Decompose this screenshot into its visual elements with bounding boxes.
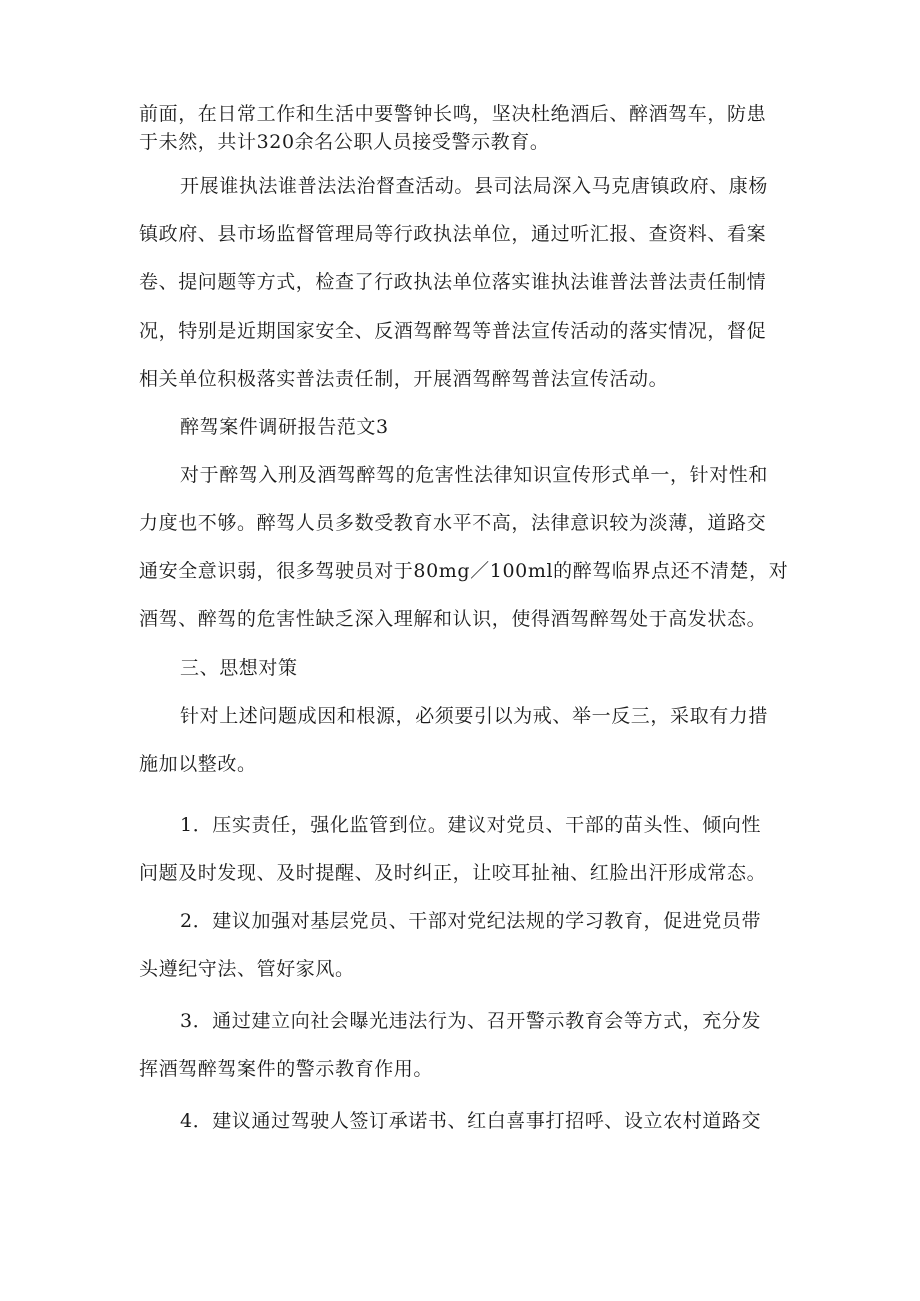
- text-line: 酒驾、醉驾的危害性缺乏深入理解和认识，使得酒驾醉驾处于高发状态。: [139, 608, 767, 630]
- text-line: 卷、提问题等方式，检查了行政执法单位落实谁执法谁普法普法责任制情: [139, 271, 767, 293]
- text-line: 通安全意识弱，很多驾驶员对于80mg／100ml的醉驾临界点还不清楚，对: [139, 560, 789, 582]
- list-item-text: 问题及时发现、及时提醒、及时纠正，让咬耳扯袖、红脸出汗形成常态。: [139, 862, 767, 884]
- list-item-text: 头遵纪守法、管好家风。: [139, 958, 355, 980]
- section-heading: 三、思想对策: [180, 657, 298, 679]
- list-item-text: 3．通过建立向社会曝光违法行为、召开警示教育会等方式，充分发: [180, 1010, 762, 1032]
- text-line: 开展谁执法谁普法法治督查活动。县司法局深入马克唐镇政府、康杨: [180, 175, 769, 197]
- text-line: 前面，在日常工作和生活中要警钟长鸣，坚决杜绝酒后、醉酒驾车，防患: [139, 103, 767, 125]
- text-line: 针对上述问题成因和根源，必须要引以为戒、举一反三，采取有力措: [180, 705, 769, 727]
- text-line: 镇政府、县市场监督管理局等行政执法单位，通过听汇报、查资料、看案: [139, 223, 767, 245]
- list-item-text: 4．建议通过驾驶人签订承诺书、红白喜事打招呼、设立农村道路交: [180, 1110, 762, 1132]
- text-line: 况，特别是近期国家安全、反酒驾醉驾等普法宣传活动的落实情况，督促: [139, 320, 767, 342]
- list-item-text: 2．建议加强对基层党员、干部对党纪法规的学习教育，促进党员带: [180, 910, 762, 932]
- text-line: 相关单位积极落实普法责任制，开展酒驾醉驾普法宣传活动。: [139, 368, 669, 390]
- list-item-text: 1．压实责任，强化监管到位。建议对党员、干部的苗头性、倾向性: [180, 814, 762, 836]
- text-line: 对于醉驾入刑及酒驾醉驾的危害性法律知识宣传形式单一，针对性和: [180, 464, 769, 486]
- section-heading: 醉驾案件调研报告范文3: [180, 416, 389, 438]
- text-line: 力度也不够。醉驾人员多数受教育水平不高，法律意识较为淡薄，道路交: [139, 512, 767, 534]
- text-line: 于未然，共计320余名公职人员接受警示教育。: [139, 131, 550, 153]
- list-item-text: 挥酒驾醉驾案件的警示教育作用。: [139, 1058, 434, 1080]
- text-line: 施加以整改。: [139, 753, 257, 775]
